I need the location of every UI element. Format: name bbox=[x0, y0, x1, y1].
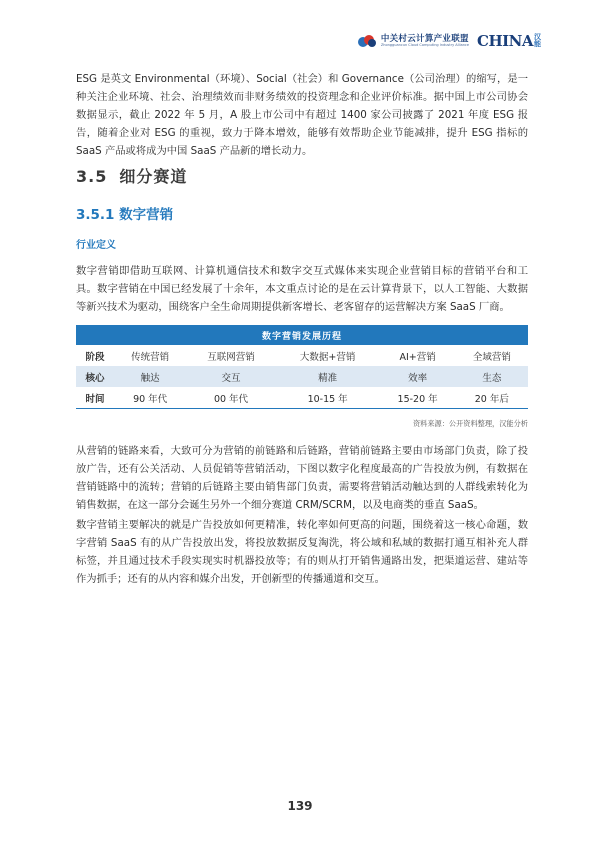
table-cell: 生态 bbox=[456, 366, 528, 387]
table-cell: 15-20 年 bbox=[380, 387, 456, 409]
cloud-logo-icon bbox=[357, 34, 377, 48]
page-number: 139 bbox=[287, 799, 313, 813]
subsection-heading: 3.5.1 数字营销 bbox=[76, 207, 174, 223]
section-number: 3.5 bbox=[76, 167, 108, 186]
table-row-time bbox=[76, 387, 528, 409]
table-cell: 90 年代 bbox=[114, 387, 186, 409]
table-row-stage bbox=[76, 345, 528, 366]
section-title: 细分赛道 bbox=[119, 167, 188, 186]
logo1-cn-text: 中关村云计算产业联盟 bbox=[380, 33, 469, 44]
paragraph-esg: ESG 是英文 Environmental（环境）、Social（社会）和 Governance（公司治理）的缩写，是一种关注企业环境、社会、治理绩效而非财务绩效的投资理念和企业评价标准。据中国上市公司协会数据显示，截止 2022 年 5 月，A 股上市公司中有超过 1400 家公司披露了 2021 年度 ESG 报告，随着企业对 ESG 的重视，致力于降本增效，能够有效帮助企业节能减排，提升 ESG 指标的 SaaS 产品或将成为中国 SaaS 产品新的增长动力。 bbox=[76, 73, 528, 157]
table-cell: 精准 bbox=[276, 366, 380, 387]
source-note: 资料来源：公开资料整理，汉能分析 bbox=[412, 419, 528, 428]
paragraph-core-problem: 数字营销主要解决的就是广告投放如何更精准，转化率如何更高的问题，围绕着这一核心命题，数字营销 SaaS 有的从广告投放出发，将投放数据反复淘洗，将公域和私域的数据打通互相补充人群标签，并且通过技术手段实现实时机器投放等；有的则从打开销售通路出发，把渠道运营、建站等作为抓手；还有的从内容和媒介出发，开创新型的传播通道和交互。 bbox=[76, 519, 528, 585]
marketing-history-table bbox=[76, 325, 528, 409]
table-caption: 数字营销发展历程 bbox=[76, 325, 528, 345]
zgc-cloud-alliance-logo bbox=[357, 34, 469, 48]
row-head: 阶段 bbox=[85, 351, 105, 363]
section-heading bbox=[76, 164, 187, 187]
paragraph-definition: 数字营销即借助互联网、计算机通信技术和数字交互式媒体来实现企业营销目标的营销平台和工具。数字营销在中国已经发展了十余年，本文重点讨论的是在云计算背景下，以人工智能、大数据等新兴技术为驱动，围绕客户全生命周期提供新客增长、老客留存的运营解决方案 SaaS 厂商。 bbox=[76, 265, 528, 313]
row-head: 核心 bbox=[76, 366, 114, 387]
table-cell: 大数据+营销 bbox=[299, 351, 356, 363]
table-cell: 传统营销 bbox=[131, 351, 170, 363]
table-cell: 互联网营销 bbox=[207, 351, 255, 363]
paragraph-marketing-chain: 从营销的链路来看，大致可分为营销的前链路和后链路，营销前链路主要由市场部门负责，除了投放广告，还有公关活动、人员促销等营销活动，下图以数字化程度最高的广告投放为例，有数据在营销链路中的流转；营销的后链路主要由销售部门负责，需要将营销活动触达到的人群线索转化为销售数据，在这一部分会诞生另外一个细分赛道 CRM/SCRM，以及电商类的垂直 SaaS。 bbox=[76, 445, 528, 511]
logo2-cn-text: 汉能 bbox=[534, 33, 541, 48]
logo2-en-text: CHINA bbox=[477, 32, 533, 50]
table-cell: 20 年后 bbox=[456, 387, 528, 409]
history-table bbox=[76, 325, 528, 409]
table-cell: 效率 bbox=[380, 366, 456, 387]
table-cell: 00 年代 bbox=[186, 387, 275, 409]
table-cell: 10-15 年 bbox=[276, 387, 380, 409]
table-cell: 全域营销 bbox=[472, 351, 511, 363]
table-cell: 触达 bbox=[114, 366, 186, 387]
table-cell: AI+营销 bbox=[399, 351, 436, 363]
china-renaissance-logo bbox=[477, 32, 542, 50]
table-cell: 交互 bbox=[186, 366, 275, 387]
header-logos bbox=[357, 32, 542, 50]
logo1-en-text: Zhongguancun Cloud Computing Industry Alliance bbox=[380, 43, 470, 47]
row-head: 时间 bbox=[76, 387, 114, 409]
industry-definition-heading: 行业定义 bbox=[76, 240, 116, 251]
table-row-core bbox=[76, 366, 528, 387]
